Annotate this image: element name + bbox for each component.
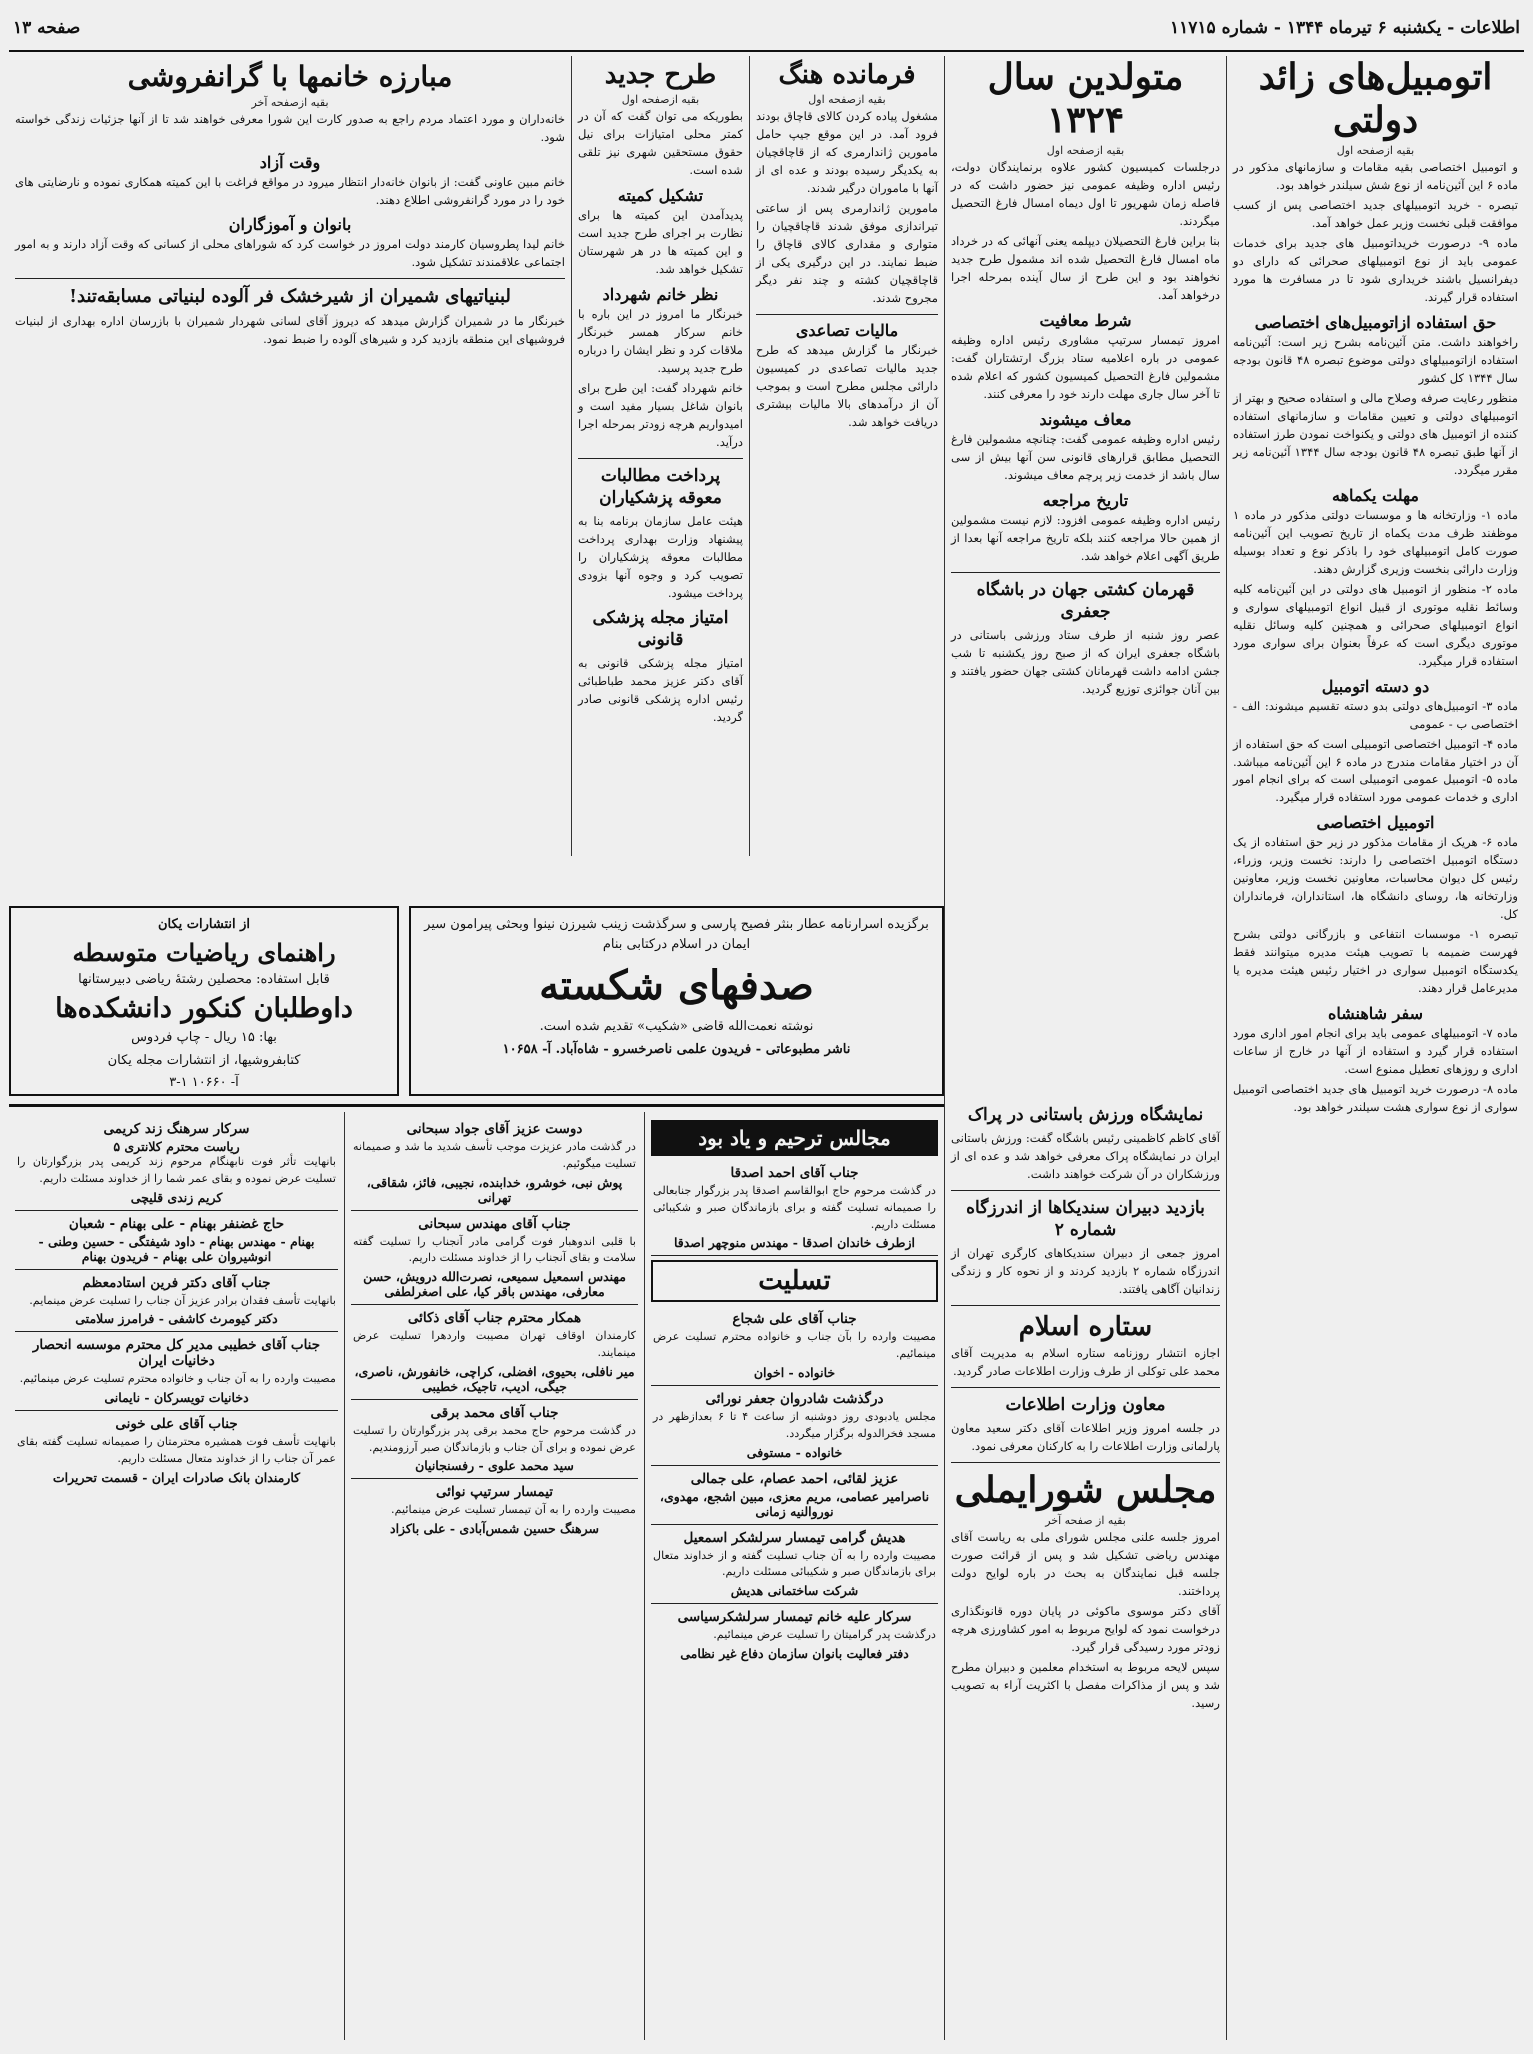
page-grid xyxy=(9,56,1524,2040)
condolence-notice xyxy=(651,1466,938,1525)
ad-description: برگزیده اسرارنامه عطار بنثر فصیح پارسی و سرگذشت زینب شیرزن نینوا وبحثی پیرامون سیر ایمان در اسلام درکتابی بنام xyxy=(424,917,929,952)
notice-signature: دخانیات تویسرکان - نایمانی xyxy=(104,1390,249,1406)
headline-backpay-paramedics: پرداخت مطالبات معوقه پزشکیاران xyxy=(599,465,722,508)
column-women-price-gouging xyxy=(9,56,571,901)
condolence-notice xyxy=(651,1306,938,1386)
notice-title: حاج غضنفر بهنام - علی بهنام - شعبان xyxy=(68,1215,285,1232)
article-paragraph: در جلسه امروز وزیر اطلاعات آقای دکتر سعید معاون پارلمانی وزارت اطلاعات را به کارکنان معرفی نمود. xyxy=(951,1421,1220,1454)
notice-title: جناب آقای علی شجاع xyxy=(732,1311,857,1328)
subheading: وقت آزاد xyxy=(259,152,321,172)
notice-title: سرکار سرهنگ زند کریمی xyxy=(103,1121,250,1137)
article-paragraph: خبرنگار ما در شمیران گزارش میدهد که دیروز آقای لسانی شهردار شمیران با بازرسان اداره بهداری از لبنیات فروشیهای این منطقه بازدید کرد و شیرهای آلوده را ضبط نمود. xyxy=(15,313,565,346)
ad-address: کتابفروشیها، از انتشارات مجله یکان xyxy=(107,1052,301,1068)
newspaper-page xyxy=(9,6,1524,2040)
notice-body: کارمندان اوقاف تهران مصیبت واردهرا تسلیت عرض مینمایند. xyxy=(353,1329,636,1359)
notice-subtitle: ریاست محترم کلانتری ۵ xyxy=(113,1139,240,1154)
headline-regiment-commander: فرمانده هنگ xyxy=(778,60,916,90)
continued-label: بقیه ازصفحه آخر xyxy=(251,95,329,109)
notice-title: همکار محترم جناب آقای ذکائی xyxy=(407,1310,582,1327)
divider xyxy=(756,314,938,315)
obituaries-column-a xyxy=(644,1112,944,2040)
notice-body: مصیبت وارده را به آن جناب تسلیت گفته و از خداوند متعال برای بازماندگان صبر و شکیبائی مسئلت داریم. xyxy=(653,1548,936,1579)
article-paragraph: ماده ۶- هریک از مقامات مذکور در زیر حق استفاده از یک دستگاه اتومبیل اختصاصی را دارند: نخست وزیر، وزراء، رئیس کل دیوان محاسبات، معاونین نخست وزیر، معاونین وزارتخانه ها، روسای دانشگاه ها، استانداران، فرمانداران کل. xyxy=(1233,835,1519,922)
ad-yekan-math-guide xyxy=(9,906,399,1096)
article-paragraph: خانم مبین عاونی گفت: از بانوان خانه‌دار انتظار میرود در مواقع فراغت با این کمیته همکاری نموده و نارضایتی های خود را در مورد گرانفروشی اطلاع دهند. xyxy=(15,174,565,207)
headline-government-cars: اتومبیل‌های زائد دولتی xyxy=(1258,56,1493,142)
divider xyxy=(951,1387,1220,1388)
subheading: سفر شاهنشاه xyxy=(1328,1004,1423,1024)
column-short-news xyxy=(944,1096,1226,2040)
notice-body: مصیبت وارده را به آن تیمسار تسلیت عرض مینمائیم. xyxy=(391,1503,636,1517)
notice-signature: دفتر فعالیت بانوان سازمان دفاع غیر نظامی xyxy=(680,1645,909,1661)
subheading: مالیات تصاعدی xyxy=(795,320,899,340)
notice-body: درگذشت پدر گرامیتان را تسلیت عرض مینمائیم. xyxy=(713,1628,936,1642)
condolence-notice xyxy=(351,1305,638,1400)
article-paragraph: ماده ۴- اتومبیل اختصاصی اتومبیلی است که حق استفاده از آن در اختیار مقامات مندرج در ماده ۶ این آئین‌نامه میباشد. ماده ۵- اتومبیل عمومی اتومبیلی است که برای انجام امور اداری و خدمات عمومی مورد استفاده قرار میگیرد. xyxy=(1233,736,1519,805)
headline-women-price-gouging: مبارزه خانمها با گرانفروشی xyxy=(127,60,453,93)
article-paragraph: خبرنگار ما امروز در این باره با خانم سرکار همسر خبرنگار ملاقات کرد و نظر ایشان را درباره طرح جدید پرسید. xyxy=(578,306,743,375)
continued-label: بقیه ازصفحه اول xyxy=(1336,144,1415,158)
condolence-notice xyxy=(15,1332,338,1411)
article-paragraph: راخواهند داشت. متن آئین‌نامه بشرح زیر است: آئین‌نامه استفاده ازاتومبیلهای دولتی موضوع تبصره ۴۸ قانون بودجه سال ۱۳۴۴ کل کشور xyxy=(1233,335,1519,386)
divider xyxy=(578,458,743,459)
divider xyxy=(951,1190,1220,1191)
condolence-notice xyxy=(351,1211,638,1306)
ad-author: نوشته نعمت‌الله قاضی «شکیب» تقدیم شده است. xyxy=(539,1019,814,1034)
notice-signature: خانواده - مستوفی xyxy=(746,1444,843,1460)
subheading: حق استفاده ازاتومبیل‌های اختصاصی xyxy=(1254,313,1497,333)
article-paragraph: پدیدآمدن این کمیته ها برای نظارت بر اجرای طرح جدید است و این کمیته ها در هر شهرستان تشکیل خواهد شد. xyxy=(578,208,743,276)
notice-signature: بهنام - مهندس بهنام - داود شیفتگی - حسین وطنی - انوشیروان علی بهنام - فریدون بهنام xyxy=(38,1233,315,1264)
notice-signature: میر نافلی، بحیوی، افضلی، کراچی، خانفورش، ناصری، جیگی، ادیب، تاجیک، خطیبی xyxy=(354,1363,635,1394)
headline-setareh-eslam: ستاره اسلام xyxy=(1018,1312,1153,1343)
headline-ancient-sport-exhibition: نمایشگاه ورزش باستانی در پراک xyxy=(967,1105,1204,1125)
article-paragraph: بنا براین فارغ التحصیلان دیپلمه یعنی آنهائی که در خرداد ماه امسال فارغ التحصیل شده اند مشمول طرح جدید نخواهند بود و این طرح از سال آینده بمرحله اجرا درخواهد آمد. xyxy=(951,234,1220,303)
condolence-notice xyxy=(15,1211,338,1270)
column-government-cars xyxy=(1226,56,1524,2040)
masthead xyxy=(9,6,1524,52)
ad-book-title: راهنمای ریاضیات متوسطه xyxy=(72,937,336,967)
divider xyxy=(15,278,565,279)
notice-body: مجلس یادبودی روز دوشنبه از ساعت ۴ تا ۶ بعدازظهر در مسجد فخرالدوله برگزار میگردد. xyxy=(653,1409,937,1440)
notice-signature: سید محمد علوی - رفسنجانیان xyxy=(415,1458,574,1474)
column-1324-births xyxy=(944,56,1226,1096)
headline-forensic-journal: امتیاز مجله پزشکی قانونی xyxy=(592,607,729,650)
divider xyxy=(951,1305,1220,1306)
notice-body: بانهایت تأسف فوت همشیره محترمتان را صمیمانه تسلیت گفته بقای عمر آن جناب را از خداوند متعال مسئلت داریم. xyxy=(17,1435,336,1465)
article-paragraph: امتیاز مجله پزشکی قانونی به آقای دکتر عزیز محمد طباطبائی رئیس اداره پزشکی قانونی صادر گردید. xyxy=(578,655,743,724)
article-paragraph: خانم شهرداد گفت: این طرح برای بانوان شاغل بسیار مفید است و امیدواریم هرچه زودتر بمرحله اجرا درآید. xyxy=(578,380,743,449)
article-paragraph: عصر روز شنبه از طرف ستاد ورزشی باستانی در باشگاه جعفری ایران که از صبح روز یکشنبه تا شب جشن ادامه داشت قهرمانان کشتی جهان حضور یافتند و بین آنان جوائزی توزیع گردید. xyxy=(951,628,1220,696)
article-paragraph: امروز تیمسار سرتیپ مشاوری رئیس اداره وظیفه عمومی در باره اعلامیه ستاد بزرگ ارتشتاران گفت: مشمولین فارغ التحصیل کمیسیون کشور که اعلام شده تا آخر سال جاری مهلت دارند خود را معرفی کنند. xyxy=(951,333,1220,402)
continued-label: بقیه از صفحه آخر xyxy=(1045,1514,1126,1528)
article-paragraph: منظور رعایت صرفه وصلاح مالی و استفاده صحیح و بهتر از اتومبیلهای دولتی و تعیین مقامات و سازمانهای استفاده کننده از اتومبیل های دولتی و یکنواخت نمودن طرز استفاده از آنها طبق تبصره ۴۸ قانون بودجه سال ۱۳۴۴ آئین‌نامه زیر مقرر میگردد. xyxy=(1233,391,1519,477)
subheading: مهلت یکماهه xyxy=(1332,485,1419,505)
notice-title: جناب آقای علی خونی xyxy=(115,1416,238,1433)
article-paragraph: رئیس اداره وظیفه عمومی افزود: لازم نیست مشمولین از همین حالا مراجعه کنند بلکه تاریخ مراجعه آنها بعدا از طریق آگهی اعلام خواهد شد. xyxy=(951,512,1220,563)
ad-book-title: صدفهای شکسته xyxy=(539,962,814,1009)
notice-title: جناب آقای محمد برقی xyxy=(430,1404,559,1421)
notice-signature: خانواده - اخوان xyxy=(753,1364,836,1380)
article-paragraph: تبصره ۱- موسسات انتفاعی و بازرگانی دولتی بشرح فهرست ضمیمه با تصویب هیئت مدیره میتوانند فقط یکدستگاه اتومبیل سواری در اختیار رئیس هیئت مدیره یا مدیرعامل قرار دهند. xyxy=(1233,927,1519,996)
subheading: بانوان و آموزگاران xyxy=(228,215,352,235)
condolence-notice xyxy=(651,1604,938,1666)
notice-signature: ناصرامیر عصامی، مریم معزی، مبین اشجع، مهدوی، نوروالنیه زمانی xyxy=(659,1488,930,1519)
subheading: نظر خانم شهرداد xyxy=(602,284,719,304)
subheading: دو دسته اتومبیل xyxy=(1321,676,1430,696)
notice-signature: کارمندان بانک صادرات ایران - قسمت تحریرات xyxy=(52,1469,301,1485)
ad-audience: قابل استفاده: محصلین رشتهٔ ریاضی دبیرستانها xyxy=(78,971,330,987)
headline-wrestling-champion: قهرمان کشتی جهان در باشگاه جعفری xyxy=(976,579,1195,622)
notice-body: در گذشت مادر عزیزت موجب تأسف شدید ما شد و صمیمانه تسلیت میگوئیم. xyxy=(353,1140,636,1170)
notice-signature: سرهنگ حسین شمس‌آبادی - علی باکزاد xyxy=(390,1521,599,1537)
article-paragraph: درجلسات کمیسیون کشور علاوه برنمایندگان دولت، رئیس اداره وظیفه عمومی نیز حضور داشت که در فاصله زمان شهریور تا اول دیماه امسال فارغ التحصیل میگردند. xyxy=(951,160,1220,229)
headline-majlis: مجلس شورایملی xyxy=(954,1469,1217,1512)
condolence-notice xyxy=(15,1116,338,1211)
notice-signature: مهندس اسمعیل سمیعی، نصرت‌الله درویش، حسن معارفی، مهندس باقر کیا، علی اصغرلطفی xyxy=(363,1269,626,1300)
headline-1324-births: متولدین سال ۱۳۲۴ xyxy=(987,56,1184,142)
article-paragraph: ماده ۲- منظور از اتومبیل های دولتی در این آئین‌نامه کلیه وسائط نقلیه موتوری از قبیل انواع اتومبیلهای سواری و انواع اتومبیلهای صحرائی و همچنین کلیه وسائل نقلیه موتوری دیگری است که عرفاً بعنوان برای سواری مورد استفاده قرار میگیرد. xyxy=(1233,581,1518,668)
notice-body: مصیبت وارده را بآن جناب و خانواده محترم تسلیت عرض مینمائیم. xyxy=(653,1330,936,1361)
subheading: تاریخ مراجعه xyxy=(1042,490,1129,510)
notice-title: جناب آقای دکتر فرین استادمعظم xyxy=(82,1274,271,1291)
notice-title: جناب آقای مهندس سبحانی xyxy=(418,1215,571,1232)
condolence-notice xyxy=(15,1411,338,1490)
obituaries-column-b xyxy=(344,1112,644,2040)
article-paragraph: خبرنگار ما گزارش میدهد که طرح جدید مالیات تصاعدی در کمیسیون دارائی مجلس مطرح است و بموجب آن از درآمدهای بالا مالیات بیشتری دریافت خواهد شد. xyxy=(756,342,938,429)
article-paragraph: سپس لایحه مربوط به استخدام معلمین و دبیران مطرح شد و پس از مذاکرات مفصل با اکثریت آراء به تصویب رسید. xyxy=(951,1660,1220,1711)
article-paragraph: اجازه انتشار روزنامه ستاره اسلام به مدیریت آقای محمد علی توکلی از طرف وزارت اطلاعات صادر گردید. xyxy=(951,1346,1220,1379)
article-paragraph: هیئت عامل سازمان برنامه بنا به پیشنهاد وزارت بهداری پرداخت مطالبات معوقه پزشکیاران را تصویب کرد و وجوه آنها بزودی پرداخت میشود. xyxy=(578,513,743,600)
article-paragraph: آقای کاظم کاظمینی رئیس باشگاه گفت: ورزش باستانی ایران در نمایشگاه پراک معرفی خواهد شد و عده ای از ورزشکاران در آن شرکت خواهند داشت. xyxy=(951,1131,1220,1182)
ad-publisher: از انتشارات یکان xyxy=(157,917,251,932)
subheading: تشکیل کمیته xyxy=(617,186,704,206)
condolence-notice xyxy=(351,1400,638,1480)
article-paragraph: ماده ۹- درصورت خریداتومبیل های جدید برای خدمات عمومی باید از نوع اتومبیلهای صحرائی که دارای دو دیفرانسیل باشند خریداری شود تا در مسافرت ها مورد استفاده قرار گیرند. xyxy=(1233,236,1518,305)
notice-body: بانهایت تأسف فقدان برادر عزیز آن جناب را تسلیت عرض مینمایم. xyxy=(29,1293,336,1307)
obituaries-column-c xyxy=(9,1112,344,2040)
article-paragraph: خانه‌داران و مورد اعتماد مردم راجع به صدور کارت این شورا معرفی خواهند شد تا از آنها جزئیات زندگی خواسته شود. xyxy=(15,111,565,144)
notice-signature: دکتر کیومرث کاشفی - فرامرز سلامتی xyxy=(75,1311,278,1327)
article-paragraph: تبصره - خرید اتومبیلهای جدید اختصاصی پس از کسب موافقت قبلی نخست وزیر عمل خواهد آمد. xyxy=(1233,198,1518,231)
notice-body: در گذشت مرحوم حاج محمد برقی پدر بزرگوارتان را تسلیت عرض نموده و برای آن جناب و بازماندگان صبر آرزومندیم. xyxy=(353,1423,636,1454)
article-paragraph: مشغول پیاده کردن کالای قاچاق بودند فرود آمد. در این موقع جیپ حامل مامورین ژاندارمری که از قاچاقچیان به یکدیگر رسیده بودند و عده ای از آنها با ماموران درگیر شدند. xyxy=(756,109,938,196)
notice-signature: پوش نبی، خوشرو، خدابنده، نجیبی، فائز، شقاقی، تهرانی xyxy=(366,1174,623,1205)
divider xyxy=(951,1462,1220,1463)
headline-new-plan: طرح جدید xyxy=(604,60,717,90)
masthead-dateline: اطلاعات - یکشنبه ۶ تیرماه ۱۳۴۴ - شماره ۱۱۷۱۵ xyxy=(1170,18,1520,38)
notice-body: با قلبی اندوهبار فوت گرامی مادر آنجناب را تسلیت گفته سلامت و بقای آنجناب را از خداوند مسئلت داریم. xyxy=(353,1234,636,1265)
headline-info-deputy: معاون وزارت اطلاعات xyxy=(1005,1395,1166,1416)
notice-signature: ازطرف خاندان اصدقا - مهندس منوچهر اصدقا xyxy=(673,1235,916,1251)
continued-label: بقیه ازصفحه اول xyxy=(1046,144,1125,158)
notice-body: مصیبت وارده را به آن جناب و خانواده محترم تسلیت عرض مینمائیم. xyxy=(19,1372,336,1386)
notice-title: عزیز لقائی، احمد عصام، علی جمالی xyxy=(690,1470,899,1487)
divider xyxy=(951,572,1220,573)
headline-shemiran-dairies: لبنیاتیهای شمیران از شیرخشک فر آلوده لبنیاتی مسابقه‌تند! xyxy=(69,286,511,308)
column-regiment-commander xyxy=(749,56,944,856)
notice-body: در گذشت مرحوم حاج ابوالقاسم اصدقا پدر بزرگوار جنابعالی را صمیمانه تسلیت گفته و برای بازماندگان صبر و شکیبائی مسئلت داریم. xyxy=(653,1184,936,1231)
ad-publisher: ناشر مطبوعاتی - فریدون علمی ناصرخسرو - شاه‌آباد. آ- ۱۰۶۵۸ xyxy=(502,1041,851,1057)
article-paragraph: ماده ۱- وزارتخانه ها و موسسات دولتی مذکور در ماده ۱ موظفند ظرف مدت یکماه از تاریخ تصویب این آئین‌نامه صورت کامل اتومبیلهای خود را باذکر نوع و تعداد بوسیله وزارت دارائی بنخست وزیری گزارش دهند. xyxy=(1233,507,1518,576)
notice-title: جناب آقای احمد اصدقا xyxy=(730,1165,859,1181)
continued-label: بقیه ازصفحه اول xyxy=(808,93,886,107)
article-paragraph: خانم لیدا پطروسیان کارمند دولت امروز در خواست کرد که شوراهای محلی از کسانی که وقت آزاد دارند و به امور اجتماعی علاقمندند تشکیل شود. xyxy=(15,237,565,270)
notice-title: تیمسار سرتیپ نوائی xyxy=(435,1484,554,1501)
notice-title: درگذشت شادروان جعفر نورائی xyxy=(705,1390,884,1407)
article-paragraph: آقای دکتر موسوی ماکوئی در پایان دوره قانونگذاری درخواست نمود که لوایح مربوط به امور کشاورزی هرچه زودتر مورد رسیدگی قرار گیرد. xyxy=(951,1604,1220,1655)
ad-code: آ- ۱۰۶۶۰ ۱-۳ xyxy=(169,1075,239,1090)
article-paragraph: رئیس اداره وظیفه عمومی گفت: چنانچه مشمولین فارغ التحصیل مطابق قرارهای قانونی سن آنها بیش از سی سال باشد از خدمت زیر پرچم معاف میشوند. xyxy=(951,432,1220,482)
subheading: شرط معافیت xyxy=(1039,311,1132,331)
article-paragraph: امروز جلسه علنی مجلس شورای ملی به ریاست آقای مهندس ریاضی تشکیل شد و پس از قرائت صورت جلسه قبل نمایندگان به بحث در باره لوایح دولت پرداختند. xyxy=(951,1530,1220,1599)
article-paragraph: ماده ۸- درصورت خرید اتومبیل های جدید اختصاصی اتومبیل سواری از نوع سواری هشت سیلندر خواهد بود. xyxy=(1233,1082,1518,1114)
notice-signature: کریم زندی قلیچی xyxy=(130,1189,223,1205)
banner-memorials: مجالس ترحیم و یاد بود xyxy=(651,1120,938,1156)
notice-title: هدیش گرامی تیمسار سرلشکر اسمعیل xyxy=(683,1529,906,1546)
article-paragraph: بطوریکه می توان گفت که آن در کمتر محلی امتیازات برای نیل حقوق مستحقین شهری نیز تلقی شده است. xyxy=(578,109,743,178)
condolence-notice xyxy=(651,1386,938,1466)
article-paragraph: امروز جمعی از دبیران سندیکاهای کارگری تهران از اندرزگاه شماره ۲ بازدید کردند و از نحوه کار و زندگی زندانیان آگاهی یافتند. xyxy=(951,1246,1220,1297)
article-paragraph: ماده ۳- اتومبیل‌های دولتی بدو دسته تقسیم میشوند: الف - اختصاصی ب - عمومی xyxy=(1233,698,1518,731)
section-divider xyxy=(9,1104,944,1107)
page-number: صفحه ۱۳ xyxy=(13,18,81,38)
condolence-notice xyxy=(15,1270,338,1333)
condolence-notice xyxy=(651,1525,938,1605)
ad-broken-shells-book xyxy=(409,906,944,1096)
subheading: معاف میشوند xyxy=(1039,410,1132,429)
notice-title: جناب آقای خطیبی مدیر کل محترم موسسه انحصار دخانیات ایران xyxy=(32,1337,321,1370)
subheading: اتومبیل اختصاصی xyxy=(1316,813,1435,833)
article-paragraph: ماده ۷- اتومبیلهای عمومی باید برای انجام امور اداری مورد استفاده قرار گیرد و استفاده از آنها در خارج از ساعات اداری و روزهای تعطیل ممنوع است. xyxy=(1233,1026,1518,1077)
notice-title: دوست عزیز آقای جواد سبحانی xyxy=(406,1121,583,1137)
notice-body: بانهایت تأثر فوت نابهنگام مرحوم زند کریمی پدر بزرگوارتان را تسلیت عرض نموده و بقای عمر شما را از خداوند مسئلت داریم. xyxy=(17,1155,336,1185)
column-new-plan xyxy=(571,56,749,856)
continued-label: بقیه ازصفحه اول xyxy=(621,93,700,107)
ad-price: بها: ۱۵ ریال - چاپ فردوس xyxy=(131,1030,277,1045)
article-paragraph: و اتومبیل اختصاصی بقیه مقامات و سازمانهای مذکور در ماده ۶ این آئین‌نامه از نوع شش سیلندر خواهد بود. xyxy=(1233,160,1518,193)
ad-book-subtitle: داوطلبان کنکور دانشکده‌ها xyxy=(55,993,353,1024)
condolence-notice xyxy=(651,1160,938,1256)
notice-signature: شرکت ساختمانی هدیش xyxy=(730,1583,859,1599)
notice-title: سرکار علیه خانم تیمسار سرلشکرسیاسی xyxy=(677,1609,912,1626)
article-paragraph: مامورین ژاندارمری پس از ساعتی تیراندازی موفق شدند قاچاقچیان را متواری و مقداری کالای قاچاق را ضبط نمایند. در این درگیری یکی از قاچاقچیان کشته و چند نفر دیگر مجروح شدند. xyxy=(756,201,938,305)
headline-syndicate-visit: بازدید دبیران سندیکاها از اندرزگاه شماره ۲ xyxy=(966,1198,1205,1241)
condolence-notice xyxy=(351,1116,638,1211)
banner-condolence: تسلیت xyxy=(651,1260,938,1302)
condolence-notice xyxy=(351,1479,638,1541)
